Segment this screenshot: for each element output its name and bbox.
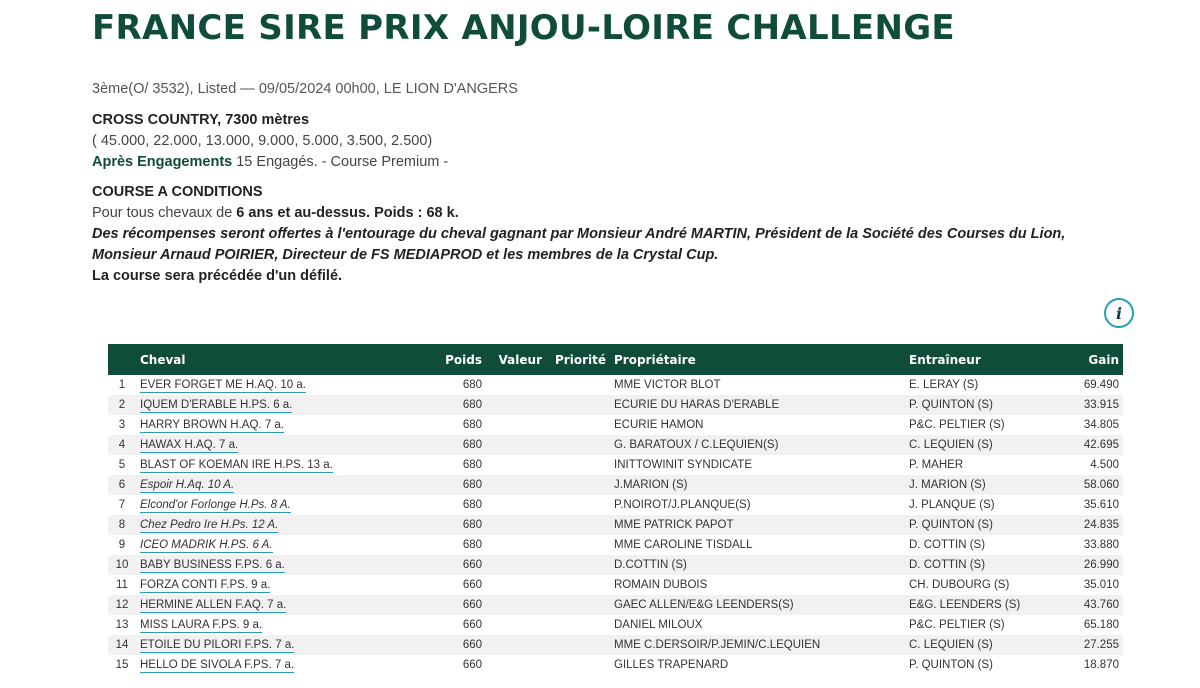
value-cell bbox=[486, 455, 546, 475]
owner-cell: ECURIE HAMON bbox=[614, 419, 704, 431]
weight-cell: 660 bbox=[462, 639, 482, 651]
horse-cell bbox=[136, 575, 416, 595]
weight-cell: 660 bbox=[462, 619, 482, 631]
horse-link[interactable]: HAWAX H.AQ. 7 a. bbox=[140, 439, 239, 451]
horse-link[interactable]: HERMINE ALLEN F.AQ. 7 a. bbox=[140, 599, 287, 611]
owner-cell: J.MARION (S) bbox=[614, 479, 688, 491]
owner-cell: ECURIE DU HARAS D'ERABLE bbox=[614, 399, 780, 411]
weight-cell: 680 bbox=[462, 399, 482, 411]
trainer-cell: C. LEQUIEN (S) bbox=[909, 639, 993, 651]
owner-cell: P.NOIROT/J.PLANQUE(S) bbox=[614, 499, 751, 511]
earnings-cell: 24.835 bbox=[1083, 519, 1119, 531]
rewards-line-2: Monsieur Arnaud POIRIER, Directeur de FS MEDIAPROD et les membres de la Crystal Cup. bbox=[92, 247, 719, 263]
owner-cell: INITTOWINIT SYNDICATE bbox=[614, 459, 753, 471]
priority-cell bbox=[546, 615, 610, 635]
horse-cell bbox=[136, 535, 416, 555]
value-cell bbox=[486, 535, 546, 555]
horse-cell bbox=[136, 595, 416, 615]
col-owner[interactable]: Propriétaire bbox=[614, 352, 696, 367]
race-title: FRANCE SIRE PRIX ANJOU-LOIRE CHALLENGE bbox=[92, 8, 955, 48]
value-cell bbox=[486, 515, 546, 535]
row-number: 13 bbox=[115, 619, 129, 631]
value-cell bbox=[486, 615, 546, 635]
table-row bbox=[108, 495, 1123, 515]
priority-cell bbox=[546, 515, 610, 535]
horse-link[interactable]: ETOILE DU PILORI F.PS. 7 a. bbox=[140, 639, 295, 651]
owner-cell: DANIEL MILOUX bbox=[614, 619, 703, 631]
horse-cell bbox=[136, 415, 416, 435]
parade-note: La course sera précédée d'un défilé. bbox=[92, 268, 343, 284]
col-horse[interactable]: Cheval bbox=[140, 352, 186, 367]
row-number: 4 bbox=[118, 439, 126, 451]
row-number: 14 bbox=[115, 639, 129, 651]
trainer-cell: D. COTTIN (S) bbox=[909, 559, 986, 571]
value-cell bbox=[486, 415, 546, 435]
horse-link[interactable]: MISS LAURA F.PS. 9 a. bbox=[140, 619, 263, 631]
table-row bbox=[108, 635, 1123, 655]
owner-cell: D.COTTIN (S) bbox=[614, 559, 687, 571]
trainer-cell: D. COTTIN (S) bbox=[909, 539, 986, 551]
priority-cell bbox=[546, 595, 610, 615]
value-cell bbox=[486, 475, 546, 495]
horse-cell bbox=[136, 555, 416, 575]
horse-link[interactable]: BABY BUSINESS F.PS. 6 a. bbox=[140, 559, 285, 571]
row-number: 6 bbox=[118, 479, 126, 491]
owner-cell: MME CAROLINE TISDALL bbox=[614, 539, 753, 551]
value-cell bbox=[486, 375, 546, 395]
weight-cell: 680 bbox=[462, 479, 482, 491]
horse-cell bbox=[136, 515, 416, 535]
trainer-cell: E&G. LEENDERS (S) bbox=[909, 599, 1021, 611]
owner-cell: MME VICTOR BLOT bbox=[614, 379, 721, 391]
earnings-cell: 69.490 bbox=[1083, 379, 1119, 391]
trainer-cell: P. QUINTON (S) bbox=[909, 399, 993, 411]
col-value[interactable]: Valeur bbox=[498, 352, 542, 367]
row-number: 5 bbox=[118, 459, 126, 471]
owner-cell: MME PATRICK PAPOT bbox=[614, 519, 734, 531]
row-number: 1 bbox=[118, 379, 126, 391]
weight-cell: 680 bbox=[462, 519, 482, 531]
priority-cell bbox=[546, 535, 610, 555]
table-row bbox=[108, 575, 1123, 595]
weight-cell: 660 bbox=[462, 559, 482, 571]
row-number: 15 bbox=[115, 659, 129, 671]
row-number: 2 bbox=[118, 399, 126, 411]
conditions-age: 6 ans et au-dessus bbox=[236, 205, 367, 221]
table-row bbox=[108, 475, 1123, 495]
earnings-cell: 43.760 bbox=[1083, 599, 1119, 611]
trainer-cell: CH. DUBOURG (S) bbox=[909, 579, 1010, 591]
row-number: 7 bbox=[118, 499, 126, 511]
horse-link[interactable]: HELLO DE SIVOLA F.PS. 7 a. bbox=[140, 659, 295, 671]
priority-cell bbox=[546, 415, 610, 435]
horse-link[interactable]: FORZA CONTI F.PS. 9 a. bbox=[140, 579, 271, 591]
race-discipline: CROSS COUNTRY, 7300 mètres bbox=[92, 112, 310, 128]
owner-cell: GAEC ALLEN/E&G LEENDERS(S) bbox=[614, 599, 794, 611]
entries-table bbox=[108, 344, 1123, 675]
priority-cell bbox=[546, 495, 610, 515]
earnings-cell: 34.805 bbox=[1083, 419, 1119, 431]
priority-cell bbox=[546, 395, 610, 415]
trainer-cell: P&C. PELTIER (S) bbox=[909, 419, 1005, 431]
horse-link[interactable]: HARRY BROWN H.AQ. 7 a. bbox=[140, 419, 284, 431]
priority-cell bbox=[546, 435, 610, 455]
horse-link[interactable]: BLAST OF KOEMAN IRE H.PS. 13 a. bbox=[140, 459, 333, 471]
col-trainer[interactable]: Entraîneur bbox=[909, 352, 981, 367]
earnings-cell: 42.695 bbox=[1083, 439, 1119, 451]
horse-link[interactable]: Espoir H.Aq. 10 A. bbox=[140, 479, 235, 491]
engagement-label: Après Engagements bbox=[92, 154, 233, 170]
table-row bbox=[108, 435, 1123, 455]
conditions-title: COURSE A CONDITIONS bbox=[92, 184, 263, 200]
trainer-cell: P. MAHER bbox=[909, 459, 964, 471]
owner-cell: GILLES TRAPENARD bbox=[614, 659, 729, 671]
value-cell bbox=[486, 435, 546, 455]
owner-cell: ROMAIN DUBOIS bbox=[614, 579, 708, 591]
horse-link[interactable]: Chez Pedro Ire H.Ps. 12 A. bbox=[140, 519, 279, 531]
earnings-cell: 18.870 bbox=[1083, 659, 1119, 671]
horse-cell bbox=[136, 375, 416, 395]
horse-link[interactable]: Elcond'or Forlonge H.Ps. 8 A. bbox=[140, 499, 291, 511]
horse-link[interactable]: ICEO MADRIK H.PS. 6 A. bbox=[140, 539, 273, 551]
conditions-prefix: Pour tous chevaux de bbox=[92, 205, 237, 221]
table-row bbox=[108, 595, 1123, 615]
row-number: 9 bbox=[118, 539, 126, 551]
earnings-cell: 33.880 bbox=[1083, 539, 1119, 551]
trainer-cell: E. LERAY (S) bbox=[909, 379, 979, 391]
table-row bbox=[108, 375, 1123, 395]
row-number: 11 bbox=[116, 579, 128, 591]
horse-link[interactable]: EVER FORGET ME H.AQ. 10 a. bbox=[140, 379, 306, 391]
trainer-cell: J. PLANQUE (S) bbox=[909, 499, 995, 511]
value-cell bbox=[486, 595, 546, 615]
trainer-cell: P. QUINTON (S) bbox=[909, 659, 993, 671]
priority-cell bbox=[546, 555, 610, 575]
weight-cell: 680 bbox=[462, 379, 482, 391]
value-cell bbox=[486, 555, 546, 575]
table-header-row bbox=[108, 344, 1123, 375]
table-row bbox=[108, 535, 1123, 555]
horse-cell bbox=[136, 655, 416, 675]
horse-cell bbox=[136, 455, 416, 475]
value-cell bbox=[486, 655, 546, 675]
priority-cell bbox=[546, 655, 610, 675]
owner-cell: MME C.DERSOIR/P.JEMIN/C.LEQUIEN bbox=[614, 639, 821, 651]
earnings-cell: 33.915 bbox=[1083, 399, 1119, 411]
col-priority[interactable]: Priorité bbox=[555, 352, 606, 367]
earnings-cell: 65.180 bbox=[1083, 619, 1119, 631]
earnings-cell: 35.610 bbox=[1083, 499, 1119, 511]
horse-cell bbox=[136, 615, 416, 635]
earnings-cell: 35.010 bbox=[1083, 579, 1119, 591]
table-row bbox=[108, 615, 1123, 635]
race-prizes: ( 45.000, 22.000, 13.000, 9.000, 5.000, 3.500, 2.500) bbox=[92, 133, 433, 149]
conditions-text bbox=[92, 203, 1065, 224]
col-weight[interactable]: Poids bbox=[445, 352, 482, 367]
weight-cell: 660 bbox=[462, 599, 482, 611]
row-number: 12 bbox=[115, 599, 129, 611]
table-body bbox=[108, 375, 1123, 675]
trainer-cell: J. MARION (S) bbox=[909, 479, 986, 491]
race-conditions bbox=[92, 182, 1065, 287]
horse-cell bbox=[136, 435, 416, 455]
row-number: 10 bbox=[115, 559, 129, 571]
conditions-sep: . bbox=[366, 205, 375, 221]
engagement-line bbox=[92, 152, 448, 173]
priority-cell bbox=[546, 575, 610, 595]
engagement-text: 15 Engagés. - Course Premium - bbox=[232, 154, 449, 170]
value-cell bbox=[486, 635, 546, 655]
priority-cell bbox=[546, 455, 610, 475]
col-earnings[interactable]: Gain bbox=[1088, 352, 1119, 367]
weight-cell: 660 bbox=[462, 579, 482, 591]
horse-cell bbox=[136, 395, 416, 415]
horse-cell bbox=[136, 635, 416, 655]
weight-cell: 680 bbox=[462, 539, 482, 551]
table-row bbox=[108, 455, 1123, 475]
value-cell bbox=[486, 575, 546, 595]
weight-cell: 680 bbox=[462, 459, 482, 471]
earnings-cell: 4.500 bbox=[1090, 459, 1119, 471]
rewards-line-1: Des récompenses seront offertes à l'entourage du cheval gagnant par Monsieur André MARTIN, Président de la Société des Courses du Lion, bbox=[92, 226, 1066, 242]
owner-cell: G. BARATOUX / C.LEQUIEN(S) bbox=[614, 439, 779, 451]
table-row bbox=[108, 395, 1123, 415]
conditions-weight: Poids : 68 k. bbox=[374, 205, 459, 221]
race-subline: 3ème(O/ 3532), Listed — 09/05/2024 00h00, LE LION D'ANGERS bbox=[92, 81, 518, 97]
weight-cell: 680 bbox=[462, 499, 482, 511]
trainer-cell: P&C. PELTIER (S) bbox=[909, 619, 1005, 631]
table-row bbox=[108, 655, 1123, 675]
table-row bbox=[108, 515, 1123, 535]
weight-cell: 660 bbox=[462, 659, 482, 671]
info-icon[interactable]: i bbox=[1104, 298, 1134, 328]
horse-link[interactable]: IQUEM D'ERABLE H.PS. 6 a. bbox=[140, 399, 293, 411]
race-details bbox=[92, 110, 448, 173]
horse-cell bbox=[136, 495, 416, 515]
value-cell bbox=[486, 495, 546, 515]
priority-cell bbox=[546, 635, 610, 655]
row-number: 3 bbox=[118, 419, 126, 431]
earnings-cell: 26.990 bbox=[1083, 559, 1119, 571]
priority-cell bbox=[546, 375, 610, 395]
weight-cell: 680 bbox=[462, 439, 482, 451]
weight-cell: 680 bbox=[462, 419, 482, 431]
col-num bbox=[108, 344, 136, 375]
horse-cell bbox=[136, 475, 416, 495]
earnings-cell: 27.255 bbox=[1083, 639, 1119, 651]
value-cell bbox=[486, 395, 546, 415]
trainer-cell: C. LEQUIEN (S) bbox=[909, 439, 993, 451]
trainer-cell: P. QUINTON (S) bbox=[909, 519, 993, 531]
earnings-cell: 58.060 bbox=[1083, 479, 1119, 491]
priority-cell bbox=[546, 475, 610, 495]
table-row bbox=[108, 415, 1123, 435]
table-row bbox=[108, 555, 1123, 575]
row-number: 8 bbox=[118, 519, 126, 531]
